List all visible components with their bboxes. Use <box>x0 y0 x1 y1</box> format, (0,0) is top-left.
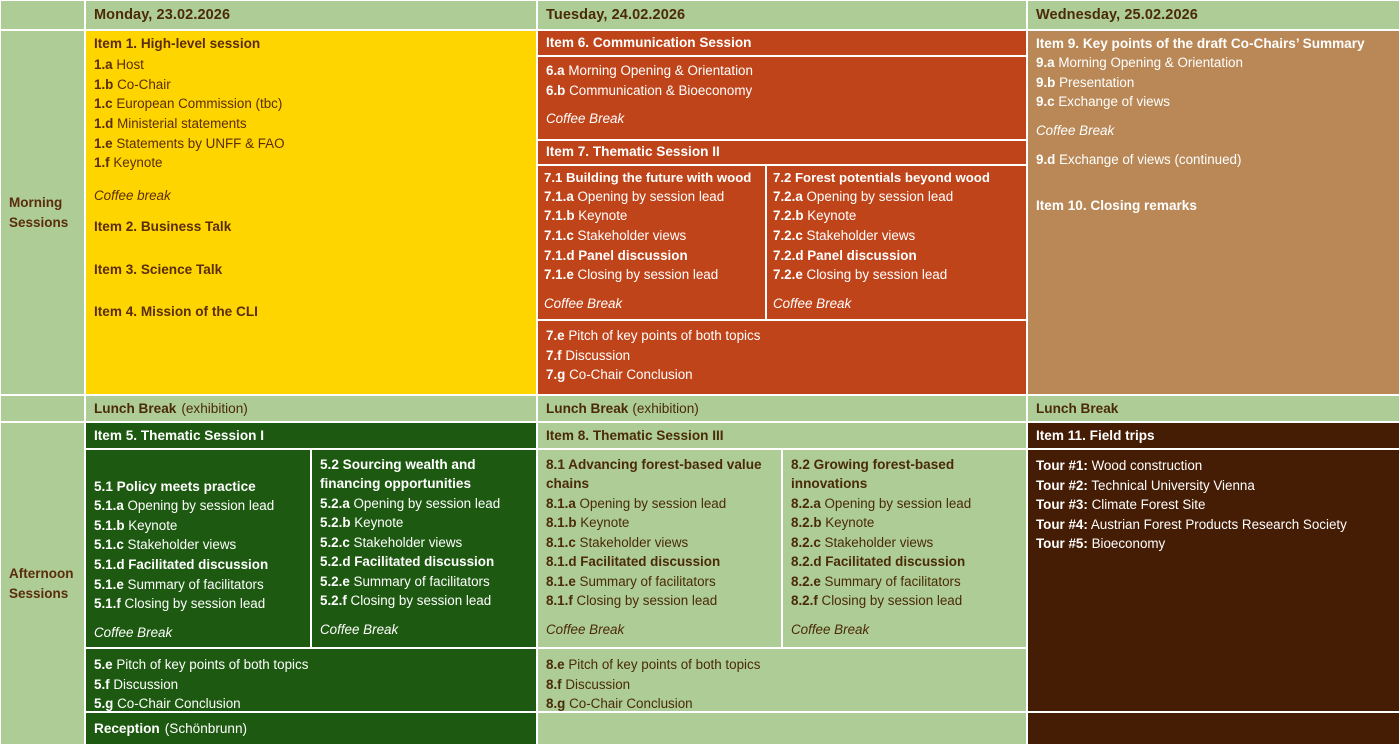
list-item: 7.2.a Opening by session lead <box>773 188 954 204</box>
row-label-morning-sessions <box>0 30 85 395</box>
list-item: 5.2.a Opening by session lead <box>320 495 501 511</box>
list-item: 7.e Pitch of key points of both topics <box>546 328 761 343</box>
session-8-1-coffee: Coffee Break <box>546 621 625 637</box>
row-label-afternoon-sessions <box>0 422 85 745</box>
session-5-1-column <box>85 449 311 648</box>
session-5-2-coffee: Coffee Break <box>320 621 399 637</box>
list-item: 5.2.b Keynote <box>320 515 404 531</box>
list-item: 7.1.e Closing by session lead <box>544 267 719 283</box>
list-item: 1.f Keynote <box>94 155 163 171</box>
lunch-tuesday-note: (exhibition) <box>632 401 699 416</box>
list-item: 7.1.a Opening by session lead <box>544 188 725 204</box>
wednesday-afternoon-empty <box>1027 712 1400 745</box>
item8-title: Item 8. Thematic Session III <box>546 428 724 443</box>
list-item: 8.2.c Stakeholder views <box>791 534 934 550</box>
item7-summary <box>537 320 1027 395</box>
reception-label: Reception <box>94 721 160 736</box>
row-label-morning-line1: Morning <box>9 194 63 210</box>
list-item: 5.1.a Opening by session lead <box>94 498 275 514</box>
list-item: 8.1.c Stakeholder views <box>546 534 689 550</box>
list-item: 7.1.d Panel discussion <box>544 247 688 263</box>
lunch-monday <box>85 395 537 422</box>
monday-morning-block <box>85 30 537 395</box>
session-7-2-title: 7.2 Forest potentials beyond wood <box>773 170 990 185</box>
session-5-1-coffee: Coffee Break <box>94 624 173 640</box>
list-item: 5.2.d Facilitated discussion <box>320 554 495 570</box>
list-item: 8.2.d Facilitated discussion <box>791 554 966 570</box>
tuesday-afternoon-empty <box>537 712 1027 745</box>
lunch-tuesday <box>537 395 1027 422</box>
item3-title: Item 3. Science Talk <box>94 261 223 277</box>
session-8-1-title: 8.1 Advancing forest-based value chains <box>546 457 762 491</box>
list-item: 1.c European Commission (tbc) <box>94 96 283 112</box>
list-item: 7.2.b Keynote <box>773 208 857 224</box>
list-item: 7.2.d Panel discussion <box>773 247 917 263</box>
item5-title: Item 5. Thematic Session I <box>94 428 264 443</box>
list-item: 8.2.f Closing by session lead <box>791 593 963 609</box>
lunch-wednesday-label: Lunch Break <box>1036 401 1119 416</box>
list-item: 5.1.e Summary of facilitators <box>94 576 264 592</box>
item1-title: Item 1. High-level session <box>94 36 261 51</box>
session-7-2-coffee: Coffee Break <box>773 295 852 311</box>
day-header-wednesday-label: Wednesday, 25.02.2026 <box>1036 7 1198 23</box>
list-item: 1.e Statements by UNFF & FAO <box>94 135 285 151</box>
item9-title: Item 9. Key points of the draft Co-Chairs’ Summary <box>1036 36 1365 51</box>
list-item: 5.e Pitch of key points of both topics <box>94 657 309 672</box>
monday-coffee-break: Coffee break <box>94 187 171 203</box>
list-item: 7.g Co-Chair Conclusion <box>546 367 693 383</box>
list-item: 5.1.f Closing by session lead <box>94 596 266 612</box>
field-trips-list <box>1027 449 1400 712</box>
list-item: 1.d Ministerial statements <box>94 116 247 132</box>
list-item: 1.b Co-Chair <box>94 76 171 92</box>
item1-lines <box>94 55 529 172</box>
day-header-tuesday-label: Tuesday, 24.02.2026 <box>546 7 686 23</box>
wednesday-morning-block <box>1027 30 1400 395</box>
row-label-afternoon-line1: Afternoon <box>9 565 74 581</box>
list-item: Tour #4: Austrian Forest Products Research Society <box>1036 516 1347 532</box>
session-7-1-title: 7.1 Building the future with wood <box>544 170 752 185</box>
day-header-tuesday <box>537 0 1027 30</box>
day-header-monday <box>85 0 537 30</box>
session-8-2-title: 8.2 Growing forest-based innovations <box>791 457 955 491</box>
item6-coffee-break: Coffee Break <box>546 111 625 127</box>
list-item: 8.g Co-Chair Conclusion <box>546 696 693 712</box>
item5-header <box>85 422 537 449</box>
session-8-2-column <box>782 449 1027 648</box>
list-item: 8.1.f Closing by session lead <box>546 593 718 609</box>
list-item: 8.f Discussion <box>546 676 631 692</box>
list-item: 5.g Co-Chair Conclusion <box>94 696 241 712</box>
session-7-2-column <box>766 165 1027 320</box>
list-item: 8.e Pitch of key points of both topics <box>546 657 761 672</box>
day-header-monday-label: Monday, 23.02.2026 <box>94 7 231 23</box>
list-item: 5.2.f Closing by session lead <box>320 593 492 609</box>
session-8-1-column <box>537 449 782 648</box>
day-header-wednesday <box>1027 0 1400 30</box>
session-5-2-column <box>311 449 537 648</box>
list-item: 5.f Discussion <box>94 676 179 692</box>
session-5-2-title: 5.2 Sourcing wealth and financing opportunities <box>320 457 476 491</box>
item11-header <box>1027 422 1400 449</box>
list-item: Tour #3: Climate Forest Site <box>1036 497 1206 513</box>
item11-title: Item 11. Field trips <box>1036 428 1155 443</box>
item2-title: Item 2. Business Talk <box>94 219 232 235</box>
list-item: 9.b Presentation <box>1036 74 1135 90</box>
lunch-wednesday <box>1027 395 1400 422</box>
session-5-1-title: 5.1 Policy meets practice <box>94 479 256 494</box>
list-item: 8.1.d Facilitated discussion <box>546 554 721 570</box>
session-7-1-coffee: Coffee Break <box>544 295 623 311</box>
item5-summary <box>85 648 537 712</box>
list-item: 5.2.c Stakeholder views <box>320 534 463 550</box>
list-item: 1.a Host <box>94 57 144 73</box>
list-item: 9.c Exchange of views <box>1036 94 1170 110</box>
list-item: 8.2.e Summary of facilitators <box>791 573 961 589</box>
row-label-morning-line2: Sessions <box>9 214 69 230</box>
list-item: 8.1.e Summary of facilitators <box>546 573 716 589</box>
wednesday-coffee-break: Coffee Break <box>1036 123 1115 139</box>
lunch-tuesday-label: Lunch Break <box>546 401 629 416</box>
list-item: 9.a Morning Opening & Orientation <box>1036 55 1243 71</box>
list-item: Tour #2: Technical University Vienna <box>1036 477 1255 493</box>
lunch-monday-note: (exhibition) <box>181 401 248 416</box>
list-item: 7.1.c Stakeholder views <box>544 227 687 243</box>
session-8-2-coffee: Coffee Break <box>791 621 870 637</box>
item7-header <box>537 140 1027 165</box>
item4-title: Item 4. Mission of the CLI <box>94 303 258 319</box>
list-item: 7.2.e Closing by session lead <box>773 267 948 283</box>
list-item: 5.2.e Summary of facilitators <box>320 573 490 589</box>
item8-summary <box>537 648 1027 712</box>
corner-blank-cell <box>0 0 85 30</box>
list-item: Tour #1: Wood construction <box>1036 458 1203 473</box>
item6-title: Item 6. Communication Session <box>546 35 752 50</box>
lunch-row-spacer <box>0 395 85 422</box>
item7-title: Item 7. Thematic Session II <box>546 144 720 159</box>
item8-header <box>537 422 1027 449</box>
list-item: 8.1.a Opening by session lead <box>546 495 727 511</box>
reception-note: (Schönbrunn) <box>164 721 248 736</box>
row-label-afternoon-line2: Sessions <box>9 585 69 601</box>
list-item: 6.b Communication & Bioeconomy <box>546 82 753 98</box>
reception-cell <box>85 712 537 745</box>
list-item: 5.1.c Stakeholder views <box>94 537 237 553</box>
list-item: 8.2.b Keynote <box>791 515 875 531</box>
list-item: 6.a Morning Opening & Orientation <box>546 63 753 78</box>
list-item: 7.2.c Stakeholder views <box>773 227 916 243</box>
item10-title: Item 10. Closing remarks <box>1036 198 1197 214</box>
item6-header <box>537 30 1027 56</box>
list-item: Tour #5: Bioeconomy <box>1036 536 1166 552</box>
list-item: 7.1.b Keynote <box>544 208 628 224</box>
list-item: 9.d Exchange of views (continued) <box>1036 151 1242 167</box>
list-item: 8.2.a Opening by session lead <box>791 495 972 511</box>
list-item: 7.f Discussion <box>546 347 631 363</box>
lunch-monday-label: Lunch Break <box>94 401 177 416</box>
session-7-1-column <box>537 165 766 320</box>
list-item: 5.1.d Facilitated discussion <box>94 557 269 573</box>
list-item: 8.1.b Keynote <box>546 515 630 531</box>
list-item: 5.1.b Keynote <box>94 517 178 533</box>
item6-body <box>537 56 1027 140</box>
